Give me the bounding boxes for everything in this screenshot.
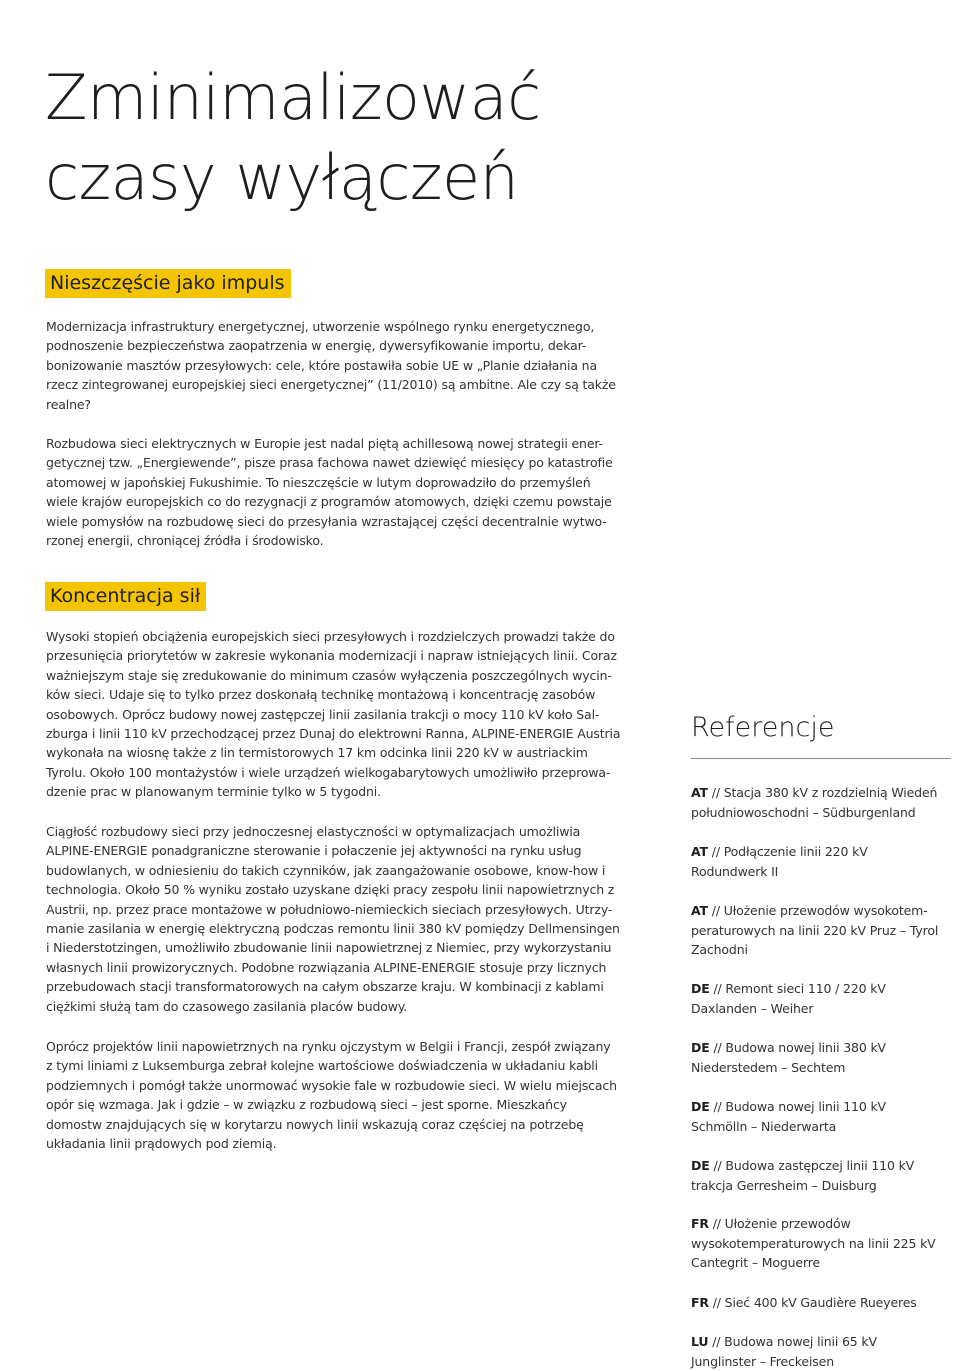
reference-separator: // xyxy=(713,981,722,996)
reference-text: Budowa nowej linii 380 kV xyxy=(725,1040,886,1055)
reference-item xyxy=(691,1293,953,1313)
text-line: rzecz zintegrowanej europejskiej sieci energetycznej” (11/2010) są ambitne. Ale czy są także xyxy=(46,377,616,393)
reference-item xyxy=(691,1156,953,1195)
reference-line xyxy=(691,1038,953,1058)
reference-text: Rodundwerk II xyxy=(691,863,779,879)
text-line: Tyrolu. Około 100 montażystów i wiele urządzeń wielkogabarytowych umożliwiło przeprowa- xyxy=(46,764,611,780)
section-heading-misfortune: Nieszczęście jako impuls xyxy=(45,269,291,298)
text-line: dzenie prac w planowanym terminie tylko w 5 tygodni. xyxy=(46,784,381,800)
reference-country-code: DE xyxy=(691,1158,710,1173)
reference-text: Daxlanden – Weiher xyxy=(691,1000,814,1016)
reference-separator: // xyxy=(712,1334,721,1349)
paragraph-4 xyxy=(46,822,620,1016)
text-line: ków sieci. Udaje się to tylko przez doskonałą technikę montażową i koncentrację zasobów xyxy=(46,687,596,703)
text-line: Ciągłość rozbudowy sieci przy jednoczesnej elastyczności w optymalizacjach umożliwia xyxy=(46,824,581,839)
text-line: domostw znajdujących się w korytarzu nowych linii wskazują coraz częściej na potrzebę xyxy=(46,1116,584,1132)
reference-line xyxy=(691,842,953,862)
text-line: podziemnych i pomógł także unormować wysokie fale w rozbudowie sieci. W wielu miejscach xyxy=(46,1077,617,1093)
paragraph-3 xyxy=(46,627,620,802)
reference-separator: // xyxy=(713,1099,722,1114)
text-line: realne? xyxy=(46,396,91,412)
reference-text: Ułożenie przewodów xyxy=(724,1216,851,1231)
text-line: rzonej energii, chroniącej źródła i środowisko. xyxy=(46,533,324,549)
reference-line xyxy=(691,1352,953,1371)
text-line: z tymi liniami z Luksemburga zebrał kolejne wartościowe doświadczenia w układaniu kabli xyxy=(46,1058,598,1074)
reference-separator: // xyxy=(713,1040,722,1055)
text-line: wiele krajów europejskich co do rezygnacji z programów atomowych, dzięki czemu powstaje xyxy=(46,494,612,510)
reference-text: trakcja Gerresheim – Duisburg xyxy=(691,1177,877,1193)
reference-item xyxy=(691,1214,953,1273)
text-line: atomowej w japońskiej Fukushimie. To nieszczęście w lutym doprowadziło do przemyśleń xyxy=(46,474,591,490)
reference-text: Stacja 380 kV z rozdzielnią Wiedeń xyxy=(723,785,938,800)
reference-text: wysokotemperaturowych na linii 225 kV xyxy=(691,1235,936,1251)
reference-country-code: DE xyxy=(691,1040,710,1055)
reference-line xyxy=(691,979,953,999)
reference-item xyxy=(691,979,953,1018)
text-line: przebudowach stacji transformatorowych na całym obszarze kraju. W kombinacji z kablami xyxy=(46,979,604,995)
reference-text: południowoschodni – Südburgenland xyxy=(691,804,916,820)
text-line: przesunięcia priorytetów w zakresie wykonania modernizacji i napraw istniejących linii. Coraz xyxy=(46,648,617,664)
reference-separator: // xyxy=(711,844,720,859)
reference-country-code: FR xyxy=(691,1216,709,1231)
reference-line xyxy=(691,1253,953,1273)
text-line: zburga i linii 110 kV przechodzącej przez Dunaj do elektrowni Ranna, ALPINE-ENERGIE Austria xyxy=(46,726,621,742)
reference-line xyxy=(691,1156,953,1176)
text-line: wykonała na wiosnę także z lin termistorowych 17 km odcinka linii 220 kV w austriackim xyxy=(46,745,588,761)
page-title xyxy=(45,58,805,218)
text-line: osobowych. Oprócz budowy nowej zastępczej linii zasilania trakcji o mocy 110 kV koło Sal- xyxy=(46,706,600,722)
reference-item xyxy=(691,783,953,822)
reference-text: Junglinster – Freckeisen xyxy=(691,1353,834,1369)
text-line: budowlanych, w odniesieniu do takich czynników, jak zaangażowanie osobowe, know-how i xyxy=(46,862,606,878)
reference-text: Budowa nowej linii 65 kV xyxy=(724,1334,877,1349)
reference-line xyxy=(691,999,953,1019)
reference-separator: // xyxy=(712,1216,721,1231)
reference-item xyxy=(691,1097,953,1136)
reference-separator: // xyxy=(711,903,720,918)
text-line: i Niederstotzingen, umożliwiło zbudowanie linii napowietrznej z Niemiec, przy wykorzystaniu xyxy=(46,940,612,956)
reference-text: Cantegrit – Moguerre xyxy=(691,1255,821,1271)
reference-country-code: FR xyxy=(691,1295,709,1310)
reference-text: Budowa zastępczej linii 110 kV xyxy=(725,1158,915,1173)
text-line: ważniejszym staje się zredukowanie do minimum czasów wyłączenia poszczególnych wycin- xyxy=(46,667,612,683)
text-line: układania linii prądowych pod ziemią. xyxy=(46,1136,277,1152)
reference-country-code: AT xyxy=(691,785,708,800)
reference-country-code: LU xyxy=(691,1334,709,1349)
text-line: Rozbudowa sieci elektrycznych w Europie jest nadal piętą achillesową nowej strategii ener- xyxy=(46,436,603,451)
reference-line xyxy=(691,1176,953,1196)
reference-separator: // xyxy=(712,1295,721,1310)
reference-line xyxy=(691,1058,953,1078)
reference-country-code: AT xyxy=(691,903,708,918)
reference-line xyxy=(691,1214,953,1234)
paragraph-1 xyxy=(46,317,616,414)
reference-line xyxy=(691,921,953,941)
reference-line xyxy=(691,803,953,823)
reference-country-code: DE xyxy=(691,1099,710,1114)
reference-line xyxy=(691,1117,953,1137)
reference-text: Niederstedem – Sechtem xyxy=(691,1059,846,1075)
text-line: opór się wzmaga. Jak i gdzie – w związku z rozbudową sieci – jest sporne. Mieszkańcy xyxy=(46,1097,567,1113)
text-line: podnoszenie bezpieczeństwa zaopatrzenia w energię, dywersyfikowanie importu, dekar- xyxy=(46,338,587,354)
reference-item xyxy=(691,842,953,881)
text-line: getycznej tzw. „Energiewende”, pisze prasa fachowa nawet dziewięć miesięcy po katastrofie xyxy=(46,455,613,471)
reference-text: Budowa nowej linii 110 kV xyxy=(725,1099,886,1114)
reference-text: Podłączenie linii 220 kV xyxy=(723,844,868,859)
text-line: Oprócz projektów linii napowietrznych na rynku ojczystym w Belgii i Francji, zespół związany xyxy=(46,1039,611,1054)
reference-line xyxy=(691,1234,953,1254)
reference-line xyxy=(691,1097,953,1117)
text-line: Wysoki stopień obciążenia europejskich sieci przesyłowych i rozdzielczych prowadzi także do xyxy=(46,629,615,644)
reference-item xyxy=(691,1038,953,1077)
section-heading-concentration: Koncentracja sił xyxy=(45,582,206,611)
reference-line xyxy=(691,1332,953,1352)
reference-text: Remont sieci 110 / 220 kV xyxy=(725,981,886,996)
reference-country-code: AT xyxy=(691,844,708,859)
reference-line xyxy=(691,783,953,803)
reference-separator: // xyxy=(713,1158,722,1173)
text-line: manie zasilania w energię elektryczną podczas remontu linii 380 kV pomiędzy Dellmensingen xyxy=(46,921,620,937)
reference-text: Schmölln – Niederwarta xyxy=(691,1118,837,1134)
reference-text: Zachodni xyxy=(691,942,748,958)
reference-line xyxy=(691,1293,953,1313)
reference-line xyxy=(691,901,953,921)
text-line: ALPINE-ENERGIE ponadgraniczne sterowanie i połaczenie jej aktywności na rynku usług xyxy=(46,843,582,859)
paragraph-5 xyxy=(46,1037,617,1153)
reference-item xyxy=(691,1332,953,1371)
reference-item xyxy=(691,901,953,960)
reference-country-code: DE xyxy=(691,981,710,996)
text-line: Austrii, np. przez prace montażowe w południowo-niemieckich sieciach przesyłowych. Utrzy- xyxy=(46,901,613,917)
text-line: ciężkimi służą tam do czasowego zasilania placów budowy. xyxy=(46,998,408,1014)
reference-separator: // xyxy=(711,785,720,800)
reference-line xyxy=(691,940,953,960)
text-line: bonizowanie masztów przesyłowych: cele, które postawiła sobie UE w „Planie działania na xyxy=(46,357,597,373)
paragraph-2 xyxy=(46,434,613,550)
references-divider xyxy=(691,758,951,759)
page-title-line-1: Zminimalizować xyxy=(45,61,541,134)
text-line: wiele pomysłów na rozbudowę sieci do przesyłania wzrastającej części decentralnie wytwo- xyxy=(46,513,607,529)
reference-line xyxy=(691,862,953,882)
text-line: własnych linii prowizorycznych. Podobne rozwiązania ALPINE-ENERGIE stosuje przy licznych xyxy=(46,959,607,975)
text-line: technologia. Około 50 % wyniku zostało uzyskane dzięki pracy zespołu linii napowietrznych z xyxy=(46,882,615,898)
reference-text: Sieć 400 kV Gaudière Rueyeres xyxy=(724,1295,917,1310)
reference-text: Ułożenie przewodów wysokotem- xyxy=(723,903,928,918)
reference-text: peraturowych na linii 220 kV Pruz – Tyrol xyxy=(691,922,939,938)
page-title-line-2: czasy wyłączeń xyxy=(45,141,519,214)
text-line: Modernizacja infrastruktury energetycznej, utworzenie wspólnego rynku energetycznego, xyxy=(46,319,595,334)
references-title: Referencje xyxy=(691,712,835,743)
